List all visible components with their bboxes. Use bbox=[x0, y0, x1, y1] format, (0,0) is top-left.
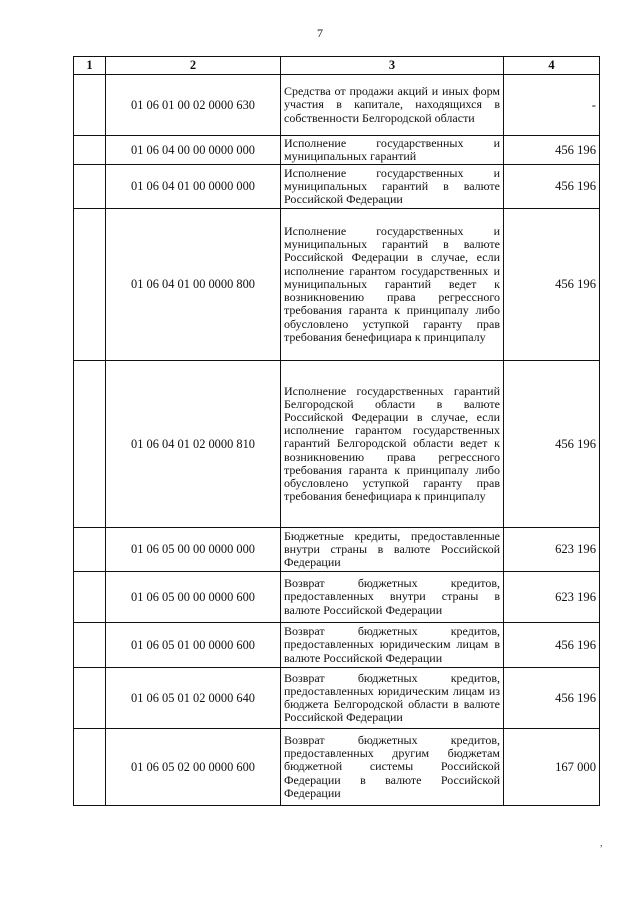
row-number-cell bbox=[74, 75, 106, 136]
row-number-cell bbox=[74, 528, 106, 572]
budget-code: 01 06 04 01 00 0000 000 bbox=[106, 165, 281, 209]
budget-code: 01 06 05 00 00 0000 600 bbox=[106, 572, 281, 623]
table-row bbox=[74, 361, 600, 528]
table-row bbox=[74, 572, 600, 623]
budget-code: 01 06 05 00 00 0000 000 bbox=[106, 528, 281, 572]
column-header-2: 2 bbox=[106, 57, 281, 75]
budget-description: Возврат бюджетных кредитов, предоставленных другим бюджетам бюджетной системы Российской Федерации в валюте Российской Федерации bbox=[281, 729, 504, 806]
budget-code: 01 06 01 00 02 0000 630 bbox=[106, 75, 281, 136]
row-number-cell bbox=[74, 668, 106, 729]
budget-description: Исполнение государственных гарантий Белгородской области в валюте Российской Федерации в случае, если исполнение гарантом государственных гарантий Белгородской области ведет к возникновению права регрессного требования гаранта к принципалу либо обусловлено уступкой гаранту прав требования бенефициара к принципалу bbox=[281, 361, 504, 528]
budget-description: Бюджетные кредиты, предоставленные внутри страны в валюте Российской Федерации bbox=[281, 528, 504, 572]
page-number: 7 bbox=[317, 26, 323, 40]
budget-code: 01 06 04 01 02 0000 810 bbox=[106, 361, 281, 528]
budget-description: Исполнение государственных и муниципальных гарантий в валюте Российской Федерации bbox=[281, 165, 504, 209]
budget-code: 01 06 05 01 00 0000 600 bbox=[106, 623, 281, 668]
budget-code: 01 06 04 00 00 0000 000 bbox=[106, 136, 281, 165]
budget-description: Исполнение государственных и муниципальных гарантий bbox=[281, 136, 504, 165]
row-number-cell bbox=[74, 165, 106, 209]
row-number-cell bbox=[74, 729, 106, 806]
table-row bbox=[74, 528, 600, 572]
budget-amount: 623 196 bbox=[504, 528, 600, 572]
table-row bbox=[74, 165, 600, 209]
budget-code: 01 06 05 02 00 0000 600 bbox=[106, 729, 281, 806]
budget-code: 01 06 05 01 02 0000 640 bbox=[106, 668, 281, 729]
table-header-row bbox=[74, 57, 600, 75]
budget-amount: 456 196 bbox=[504, 361, 600, 528]
column-header-3: 3 bbox=[281, 57, 504, 75]
budget-amount: 456 196 bbox=[504, 209, 600, 361]
budget-amount: - bbox=[504, 75, 600, 136]
budget-amount: 456 196 bbox=[504, 165, 600, 209]
budget-description: Возврат бюджетных кредитов, предоставленных юридическим лицам в валюте Российской Федерации bbox=[281, 623, 504, 668]
table-row bbox=[74, 75, 600, 136]
row-number-cell bbox=[74, 361, 106, 528]
budget-description: Возврат бюджетных кредитов, предоставленных внутри страны в валюте Российской Федерации bbox=[281, 572, 504, 623]
budget-description: Средства от продажи акций и иных форм участия в капитале, находящихся в собственности Белгородской области bbox=[281, 75, 504, 136]
table-row bbox=[74, 623, 600, 668]
row-number-cell bbox=[74, 623, 106, 668]
table-row bbox=[74, 668, 600, 729]
column-header-1: 1 bbox=[74, 57, 106, 75]
row-number-cell bbox=[74, 209, 106, 361]
column-header-4: 4 bbox=[504, 57, 600, 75]
table-row bbox=[74, 209, 600, 361]
budget-sources-table bbox=[73, 56, 600, 806]
budget-amount: 167 000 bbox=[504, 729, 600, 806]
budget-amount: 456 196 bbox=[504, 623, 600, 668]
budget-amount: 623 196 bbox=[504, 572, 600, 623]
budget-amount: 456 196 bbox=[504, 668, 600, 729]
row-number-cell bbox=[74, 572, 106, 623]
row-number-cell bbox=[74, 136, 106, 165]
budget-description: Исполнение государственных и муниципальных гарантий в валюте Российской Федерации в случае, если исполнение гарантом государственных и муниципальных гарантий ведет к возникновению права регрессного требования гаранта к принципалу либо обусловлено уступкой гаранту прав требования бенефициара к принципалу bbox=[281, 209, 504, 361]
budget-code: 01 06 04 01 00 0000 800 bbox=[106, 209, 281, 361]
scan-mark: , bbox=[600, 838, 603, 849]
table-row bbox=[74, 729, 600, 806]
table-row bbox=[74, 136, 600, 165]
budget-description: Возврат бюджетных кредитов, предоставленных юридическим лицам из бюджета Белгородской области в валюте Российской Федерации bbox=[281, 668, 504, 729]
budget-amount: 456 196 bbox=[504, 136, 600, 165]
